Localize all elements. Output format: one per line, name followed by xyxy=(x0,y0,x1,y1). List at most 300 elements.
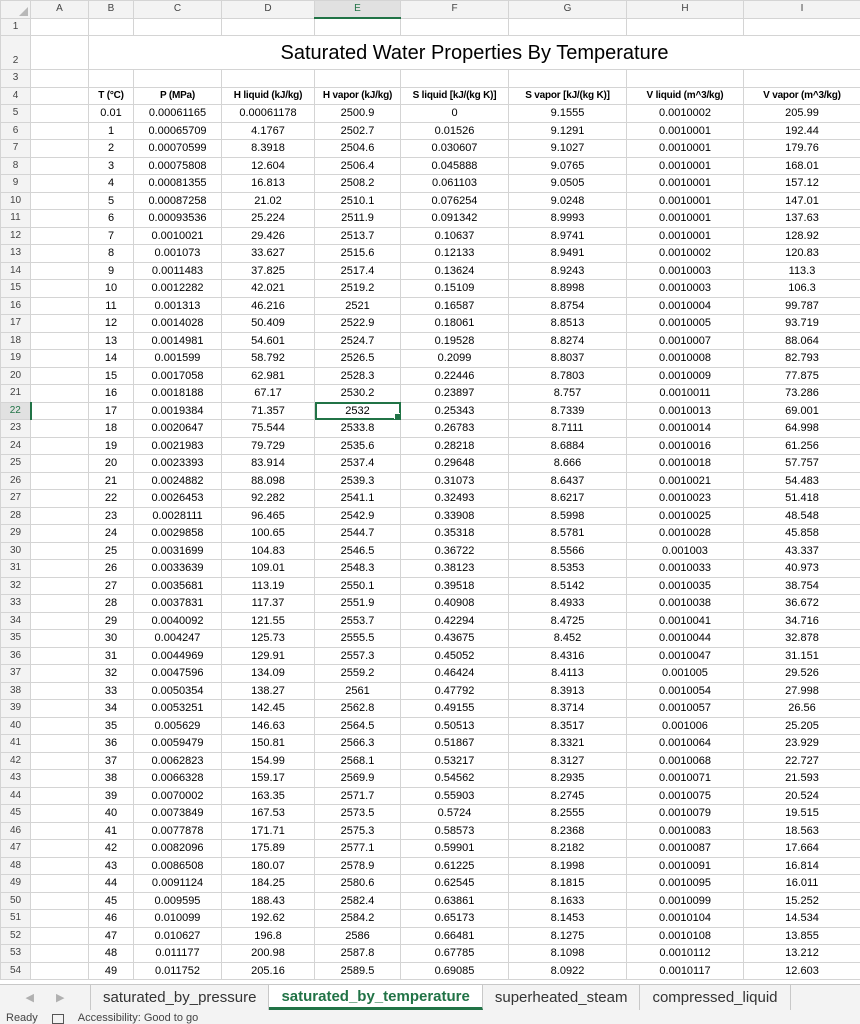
data-cell[interactable]: 0.0010083 xyxy=(627,822,744,840)
cell[interactable] xyxy=(31,577,89,595)
sheet-tab-superheated-steam[interactable]: superheated_steam xyxy=(483,985,641,1010)
data-cell[interactable]: 8.6217 xyxy=(509,490,627,508)
data-cell[interactable]: 15.252 xyxy=(744,892,860,910)
cell[interactable] xyxy=(31,945,89,963)
cell[interactable] xyxy=(31,717,89,735)
macro-record-icon[interactable] xyxy=(52,1014,64,1024)
table-header-cell[interactable]: S liquid [kJ/(kg K)] xyxy=(401,87,509,105)
cell[interactable] xyxy=(31,700,89,718)
data-cell[interactable]: 0.38123 xyxy=(401,560,509,578)
row-header[interactable]: 45 xyxy=(1,805,31,823)
data-cell[interactable]: 0.26783 xyxy=(401,420,509,438)
data-cell[interactable]: 8.2555 xyxy=(509,805,627,823)
data-cell[interactable]: 0.0010044 xyxy=(627,630,744,648)
cell[interactable] xyxy=(31,630,89,648)
row-header[interactable]: 11 xyxy=(1,210,31,228)
data-cell[interactable]: 15 xyxy=(89,367,134,385)
data-cell[interactable]: 167.53 xyxy=(222,805,315,823)
data-cell[interactable]: 33.627 xyxy=(222,245,315,263)
row-header[interactable]: 10 xyxy=(1,192,31,210)
data-cell[interactable]: 25.224 xyxy=(222,210,315,228)
data-cell[interactable]: 26 xyxy=(89,560,134,578)
row-header[interactable]: 24 xyxy=(1,437,31,455)
data-cell[interactable]: 8.8037 xyxy=(509,350,627,368)
data-cell[interactable]: 2537.4 xyxy=(315,455,401,473)
data-cell[interactable]: 0.0014981 xyxy=(134,332,222,350)
data-cell[interactable]: 138.27 xyxy=(222,682,315,700)
data-cell[interactable]: 0.0091124 xyxy=(134,875,222,893)
data-cell[interactable]: 0.0010001 xyxy=(627,227,744,245)
data-cell[interactable]: 8.7803 xyxy=(509,367,627,385)
column-header-f[interactable]: F xyxy=(401,1,509,19)
data-cell[interactable]: 0.0023393 xyxy=(134,455,222,473)
data-cell[interactable]: 0.0020647 xyxy=(134,420,222,438)
data-cell[interactable]: 104.83 xyxy=(222,542,315,560)
data-cell[interactable]: 2571.7 xyxy=(315,787,401,805)
data-cell[interactable]: 0.42294 xyxy=(401,612,509,630)
row-header[interactable]: 7 xyxy=(1,140,31,158)
data-cell[interactable]: 24 xyxy=(89,525,134,543)
data-cell[interactable]: 62.981 xyxy=(222,367,315,385)
row-header[interactable]: 46 xyxy=(1,822,31,840)
data-cell[interactable]: 0.0010009 xyxy=(627,367,744,385)
data-cell[interactable]: 0.0010104 xyxy=(627,910,744,928)
data-cell[interactable]: 146.63 xyxy=(222,717,315,735)
column-header-e[interactable]: E xyxy=(315,1,401,19)
data-cell[interactable]: 17.664 xyxy=(744,840,860,858)
cell[interactable] xyxy=(31,192,89,210)
data-cell[interactable]: 67.17 xyxy=(222,385,315,403)
data-cell[interactable]: 0.0010117 xyxy=(627,962,744,980)
data-cell[interactable]: 0.40908 xyxy=(401,595,509,613)
data-cell[interactable]: 0.0010038 xyxy=(627,595,744,613)
data-cell[interactable]: 0.091342 xyxy=(401,210,509,228)
data-cell[interactable]: 34 xyxy=(89,700,134,718)
data-cell[interactable]: 43.337 xyxy=(744,542,860,560)
column-header-a[interactable]: A xyxy=(31,1,89,19)
data-cell[interactable]: 8.5142 xyxy=(509,577,627,595)
data-cell[interactable]: 0.0010005 xyxy=(627,315,744,333)
data-cell[interactable]: 32 xyxy=(89,665,134,683)
data-cell[interactable]: 0.0010003 xyxy=(627,262,744,280)
data-cell[interactable]: 0.36722 xyxy=(401,542,509,560)
data-cell[interactable]: 13.212 xyxy=(744,945,860,963)
data-cell[interactable]: 0.00075808 xyxy=(134,157,222,175)
data-cell[interactable]: 147.01 xyxy=(744,192,860,210)
row-header[interactable]: 19 xyxy=(1,350,31,368)
data-cell[interactable]: 5 xyxy=(89,192,134,210)
cell[interactable] xyxy=(31,455,89,473)
data-cell[interactable]: 0.0024882 xyxy=(134,472,222,490)
cell[interactable] xyxy=(89,70,134,88)
data-cell[interactable]: 42 xyxy=(89,840,134,858)
data-cell[interactable]: 0.011177 xyxy=(134,945,222,963)
data-cell[interactable]: 9 xyxy=(89,262,134,280)
data-cell[interactable]: 2584.2 xyxy=(315,910,401,928)
data-cell[interactable]: 0.0010064 xyxy=(627,735,744,753)
data-cell[interactable]: 0.0010041 xyxy=(627,612,744,630)
data-cell[interactable]: 47 xyxy=(89,927,134,945)
data-cell[interactable]: 4 xyxy=(89,175,134,193)
row-header[interactable]: 53 xyxy=(1,945,31,963)
data-cell[interactable]: 0.001003 xyxy=(627,542,744,560)
data-cell[interactable]: 0.50513 xyxy=(401,717,509,735)
data-cell[interactable]: 2511.9 xyxy=(315,210,401,228)
cell[interactable] xyxy=(509,18,627,36)
data-cell[interactable]: 0.66481 xyxy=(401,927,509,945)
data-cell[interactable]: 25.205 xyxy=(744,717,860,735)
data-cell[interactable]: 8.8513 xyxy=(509,315,627,333)
data-cell[interactable]: 38 xyxy=(89,770,134,788)
data-cell[interactable]: 0.22446 xyxy=(401,367,509,385)
data-cell[interactable]: 175.89 xyxy=(222,840,315,858)
sheet-tab-compressed-liquid[interactable]: compressed_liquid xyxy=(640,985,790,1010)
data-cell[interactable]: 9.0505 xyxy=(509,175,627,193)
data-cell[interactable]: 0.59901 xyxy=(401,840,509,858)
data-cell[interactable]: 2557.3 xyxy=(315,647,401,665)
data-cell[interactable]: 0.62545 xyxy=(401,875,509,893)
data-cell[interactable]: 0.0010001 xyxy=(627,210,744,228)
data-cell[interactable]: 8.4725 xyxy=(509,612,627,630)
data-cell[interactable]: 128.92 xyxy=(744,227,860,245)
data-cell[interactable]: 2555.5 xyxy=(315,630,401,648)
row-header[interactable]: 22 xyxy=(1,402,31,420)
data-cell[interactable]: 23 xyxy=(89,507,134,525)
data-cell[interactable]: 2508.2 xyxy=(315,175,401,193)
data-cell[interactable]: 0.55903 xyxy=(401,787,509,805)
data-cell[interactable]: 36.672 xyxy=(744,595,860,613)
data-cell[interactable]: 8.2368 xyxy=(509,822,627,840)
data-cell[interactable]: 16.011 xyxy=(744,875,860,893)
data-cell[interactable]: 0.0077878 xyxy=(134,822,222,840)
data-cell[interactable]: 0.0028111 xyxy=(134,507,222,525)
data-cell[interactable]: 0.65173 xyxy=(401,910,509,928)
sheet-tab-saturated-by-temperature[interactable]: saturated_by_temperature xyxy=(269,985,482,1010)
data-cell[interactable]: 8.666 xyxy=(509,455,627,473)
data-cell[interactable]: 0.010627 xyxy=(134,927,222,945)
data-cell[interactable]: 200.98 xyxy=(222,945,315,963)
cell[interactable] xyxy=(31,262,89,280)
data-cell[interactable]: 2575.3 xyxy=(315,822,401,840)
row-header[interactable]: 36 xyxy=(1,647,31,665)
data-cell[interactable]: 0.004247 xyxy=(134,630,222,648)
cell[interactable] xyxy=(401,18,509,36)
cell[interactable] xyxy=(31,315,89,333)
cell[interactable] xyxy=(31,595,89,613)
data-cell[interactable]: 0.2099 xyxy=(401,350,509,368)
data-cell[interactable]: 0.0082096 xyxy=(134,840,222,858)
row-header[interactable]: 12 xyxy=(1,227,31,245)
cell[interactable] xyxy=(31,665,89,683)
data-cell[interactable]: 2562.8 xyxy=(315,700,401,718)
data-cell[interactable]: 88.098 xyxy=(222,472,315,490)
data-cell[interactable]: 0.19528 xyxy=(401,332,509,350)
row-header[interactable]: 5 xyxy=(1,105,31,123)
data-cell[interactable]: 46.216 xyxy=(222,297,315,315)
data-cell[interactable]: 8.6437 xyxy=(509,472,627,490)
data-cell[interactable]: 159.17 xyxy=(222,770,315,788)
data-cell[interactable]: 2564.5 xyxy=(315,717,401,735)
data-cell[interactable]: 2504.6 xyxy=(315,140,401,158)
cell[interactable] xyxy=(31,297,89,315)
data-cell[interactable]: 13 xyxy=(89,332,134,350)
cell[interactable] xyxy=(134,18,222,36)
data-cell[interactable]: 77.875 xyxy=(744,367,860,385)
data-cell[interactable]: 8.452 xyxy=(509,630,627,648)
data-cell[interactable]: 0.51867 xyxy=(401,735,509,753)
table-header-cell[interactable]: V liquid (m^3/kg) xyxy=(627,87,744,105)
data-cell[interactable]: 79.729 xyxy=(222,437,315,455)
data-cell[interactable]: 57.757 xyxy=(744,455,860,473)
data-cell[interactable]: 2517.4 xyxy=(315,262,401,280)
cell[interactable] xyxy=(31,280,89,298)
data-cell[interactable]: 0.29648 xyxy=(401,455,509,473)
table-header-cell[interactable]: T (°C) xyxy=(89,87,134,105)
data-cell[interactable]: 0.0010087 xyxy=(627,840,744,858)
data-cell[interactable]: 0.25343 xyxy=(401,402,509,420)
data-cell[interactable]: 0.0010018 xyxy=(627,455,744,473)
data-cell[interactable]: 0.001006 xyxy=(627,717,744,735)
data-cell[interactable]: 0.47792 xyxy=(401,682,509,700)
data-cell[interactable]: 106.3 xyxy=(744,280,860,298)
cell[interactable] xyxy=(31,437,89,455)
data-cell[interactable]: 0.10637 xyxy=(401,227,509,245)
data-cell[interactable]: 121.55 xyxy=(222,612,315,630)
data-cell[interactable]: 8.1098 xyxy=(509,945,627,963)
data-cell[interactable]: 8.1275 xyxy=(509,927,627,945)
data-cell[interactable]: 9.1291 xyxy=(509,122,627,140)
cell[interactable] xyxy=(509,70,627,88)
cell[interactable] xyxy=(744,18,860,36)
cell[interactable] xyxy=(31,157,89,175)
data-cell[interactable]: 2 xyxy=(89,140,134,158)
data-cell[interactable]: 9.0765 xyxy=(509,157,627,175)
data-cell[interactable]: 0.00061165 xyxy=(134,105,222,123)
row-header[interactable]: 52 xyxy=(1,927,31,945)
cell[interactable] xyxy=(31,560,89,578)
data-cell[interactable]: 0.5724 xyxy=(401,805,509,823)
data-cell[interactable]: 0.0010028 xyxy=(627,525,744,543)
data-cell[interactable]: 0.35318 xyxy=(401,525,509,543)
data-cell[interactable]: 3 xyxy=(89,157,134,175)
prev-sheet-icon[interactable]: ◀ xyxy=(25,992,34,1004)
data-cell[interactable]: 58.792 xyxy=(222,350,315,368)
select-all-corner[interactable] xyxy=(1,1,31,19)
data-cell[interactable]: 0.0026453 xyxy=(134,490,222,508)
data-cell[interactable]: 0.0021983 xyxy=(134,437,222,455)
table-header-cell[interactable]: S vapor [kJ/(kg K)] xyxy=(509,87,627,105)
data-cell[interactable]: 113.3 xyxy=(744,262,860,280)
data-cell[interactable]: 28 xyxy=(89,595,134,613)
data-cell[interactable]: 83.914 xyxy=(222,455,315,473)
data-cell[interactable]: 8.5781 xyxy=(509,525,627,543)
data-cell[interactable]: 54.483 xyxy=(744,472,860,490)
data-cell[interactable]: 154.99 xyxy=(222,752,315,770)
cell[interactable] xyxy=(31,87,89,105)
data-cell[interactable]: 0.0019384 xyxy=(134,402,222,420)
data-cell[interactable]: 14 xyxy=(89,350,134,368)
data-cell[interactable]: 0.45052 xyxy=(401,647,509,665)
row-header[interactable]: 39 xyxy=(1,700,31,718)
data-cell[interactable]: 0.0014028 xyxy=(134,315,222,333)
data-cell[interactable]: 0.0010025 xyxy=(627,507,744,525)
data-cell[interactable]: 0.0010091 xyxy=(627,857,744,875)
cell[interactable] xyxy=(31,227,89,245)
data-cell[interactable]: 8 xyxy=(89,245,134,263)
data-cell[interactable]: 0.0010004 xyxy=(627,297,744,315)
data-cell[interactable]: 0.001599 xyxy=(134,350,222,368)
data-cell[interactable]: 0.0010035 xyxy=(627,577,744,595)
data-cell[interactable]: 0.58573 xyxy=(401,822,509,840)
data-cell[interactable]: 8.9243 xyxy=(509,262,627,280)
sheet-title[interactable]: Saturated Water Properties By Temperature xyxy=(89,36,860,70)
data-cell[interactable]: 0.0010001 xyxy=(627,140,744,158)
data-cell[interactable]: 8.9993 xyxy=(509,210,627,228)
data-cell[interactable]: 29.526 xyxy=(744,665,860,683)
data-cell[interactable]: 0.0031699 xyxy=(134,542,222,560)
data-cell[interactable]: 33 xyxy=(89,682,134,700)
data-cell[interactable]: 0.0010112 xyxy=(627,945,744,963)
cell[interactable] xyxy=(31,350,89,368)
data-cell[interactable]: 75.544 xyxy=(222,420,315,438)
cell[interactable] xyxy=(744,70,860,88)
data-cell[interactable]: 0.0010008 xyxy=(627,350,744,368)
data-cell[interactable]: 2582.4 xyxy=(315,892,401,910)
row-header[interactable]: 37 xyxy=(1,665,31,683)
cell[interactable] xyxy=(31,805,89,823)
data-cell[interactable]: 125.73 xyxy=(222,630,315,648)
data-cell[interactable]: 2510.1 xyxy=(315,192,401,210)
row-header[interactable]: 44 xyxy=(1,787,31,805)
data-cell[interactable]: 0.0059479 xyxy=(134,735,222,753)
data-cell[interactable]: 0.030607 xyxy=(401,140,509,158)
sheet-tab-saturated-by-pressure[interactable]: saturated_by_pressure xyxy=(90,985,269,1010)
data-cell[interactable]: 179.76 xyxy=(744,140,860,158)
data-cell[interactable]: 35 xyxy=(89,717,134,735)
row-header[interactable]: 15 xyxy=(1,280,31,298)
data-cell[interactable]: 48 xyxy=(89,945,134,963)
data-cell[interactable]: 37.825 xyxy=(222,262,315,280)
data-cell[interactable]: 0.53217 xyxy=(401,752,509,770)
data-cell[interactable]: 0.0010033 xyxy=(627,560,744,578)
cell[interactable] xyxy=(31,787,89,805)
data-cell[interactable]: 180.07 xyxy=(222,857,315,875)
data-cell[interactable]: 0.0053251 xyxy=(134,700,222,718)
data-cell[interactable]: 150.81 xyxy=(222,735,315,753)
data-cell[interactable]: 0.67785 xyxy=(401,945,509,963)
data-cell[interactable]: 26.56 xyxy=(744,700,860,718)
row-header[interactable]: 16 xyxy=(1,297,31,315)
data-cell[interactable]: 0.0047596 xyxy=(134,665,222,683)
data-cell[interactable]: 88.064 xyxy=(744,332,860,350)
cell[interactable] xyxy=(31,367,89,385)
data-cell[interactable]: 8.757 xyxy=(509,385,627,403)
cell[interactable] xyxy=(31,735,89,753)
row-header[interactable]: 33 xyxy=(1,595,31,613)
row-header[interactable]: 42 xyxy=(1,752,31,770)
data-cell[interactable]: 0.0010095 xyxy=(627,875,744,893)
data-cell[interactable]: 2515.6 xyxy=(315,245,401,263)
data-cell[interactable]: 2541.1 xyxy=(315,490,401,508)
data-cell[interactable]: 8.3321 xyxy=(509,735,627,753)
data-cell[interactable]: 0.0033639 xyxy=(134,560,222,578)
data-cell[interactable]: 2535.6 xyxy=(315,437,401,455)
data-cell[interactable]: 38.754 xyxy=(744,577,860,595)
data-cell[interactable]: 192.62 xyxy=(222,910,315,928)
data-cell[interactable]: 0.00070599 xyxy=(134,140,222,158)
row-header[interactable]: 3 xyxy=(1,70,31,88)
data-cell[interactable]: 0.0035681 xyxy=(134,577,222,595)
data-cell[interactable]: 8.3918 xyxy=(222,140,315,158)
data-cell[interactable]: 14.534 xyxy=(744,910,860,928)
data-cell[interactable]: 2569.9 xyxy=(315,770,401,788)
data-cell[interactable]: 2561 xyxy=(315,682,401,700)
data-cell[interactable]: 2519.2 xyxy=(315,280,401,298)
data-cell[interactable]: 8.8754 xyxy=(509,297,627,315)
data-cell[interactable]: 45 xyxy=(89,892,134,910)
row-header[interactable]: 41 xyxy=(1,735,31,753)
data-cell[interactable]: 0.001313 xyxy=(134,297,222,315)
row-header[interactable]: 20 xyxy=(1,367,31,385)
data-cell[interactable]: 8.4933 xyxy=(509,595,627,613)
data-cell[interactable]: 0.0018188 xyxy=(134,385,222,403)
data-cell[interactable]: 43 xyxy=(89,857,134,875)
cell[interactable] xyxy=(31,385,89,403)
data-cell[interactable]: 21.593 xyxy=(744,770,860,788)
data-cell[interactable]: 82.793 xyxy=(744,350,860,368)
data-cell[interactable]: 0.0010023 xyxy=(627,490,744,508)
row-header[interactable]: 43 xyxy=(1,770,31,788)
data-cell[interactable]: 51.418 xyxy=(744,490,860,508)
data-cell[interactable]: 0.0010099 xyxy=(627,892,744,910)
cell[interactable] xyxy=(31,857,89,875)
data-cell[interactable]: 168.01 xyxy=(744,157,860,175)
data-cell[interactable]: 0.076254 xyxy=(401,192,509,210)
data-cell[interactable]: 31.151 xyxy=(744,647,860,665)
data-cell[interactable]: 12.604 xyxy=(222,157,315,175)
cell[interactable] xyxy=(31,647,89,665)
data-cell[interactable]: 71.357 xyxy=(222,402,315,420)
data-cell[interactable]: 2526.5 xyxy=(315,350,401,368)
data-cell[interactable]: 2522.9 xyxy=(315,315,401,333)
data-cell[interactable]: 0.0010001 xyxy=(627,175,744,193)
data-cell[interactable]: 64.998 xyxy=(744,420,860,438)
data-cell[interactable]: 6 xyxy=(89,210,134,228)
data-cell[interactable]: 8.3714 xyxy=(509,700,627,718)
data-cell[interactable]: 0.0010079 xyxy=(627,805,744,823)
data-cell[interactable]: 0.43675 xyxy=(401,630,509,648)
data-cell[interactable]: 8.3517 xyxy=(509,717,627,735)
data-cell[interactable]: 0.49155 xyxy=(401,700,509,718)
data-cell[interactable]: 0.0050354 xyxy=(134,682,222,700)
data-cell[interactable]: 184.25 xyxy=(222,875,315,893)
data-cell[interactable]: 0.00087258 xyxy=(134,192,222,210)
cell[interactable] xyxy=(31,962,89,980)
row-header[interactable]: 30 xyxy=(1,542,31,560)
column-header-h[interactable]: H xyxy=(627,1,744,19)
row-header[interactable]: 27 xyxy=(1,490,31,508)
data-cell[interactable]: 0.011752 xyxy=(134,962,222,980)
data-cell[interactable]: 30 xyxy=(89,630,134,648)
data-cell[interactable]: 0.0011483 xyxy=(134,262,222,280)
data-cell[interactable]: 1 xyxy=(89,122,134,140)
data-cell[interactable]: 46 xyxy=(89,910,134,928)
data-cell[interactable]: 2587.8 xyxy=(315,945,401,963)
data-cell[interactable]: 45.858 xyxy=(744,525,860,543)
data-cell[interactable]: 29.426 xyxy=(222,227,315,245)
cell[interactable] xyxy=(31,70,89,88)
cell[interactable] xyxy=(31,490,89,508)
